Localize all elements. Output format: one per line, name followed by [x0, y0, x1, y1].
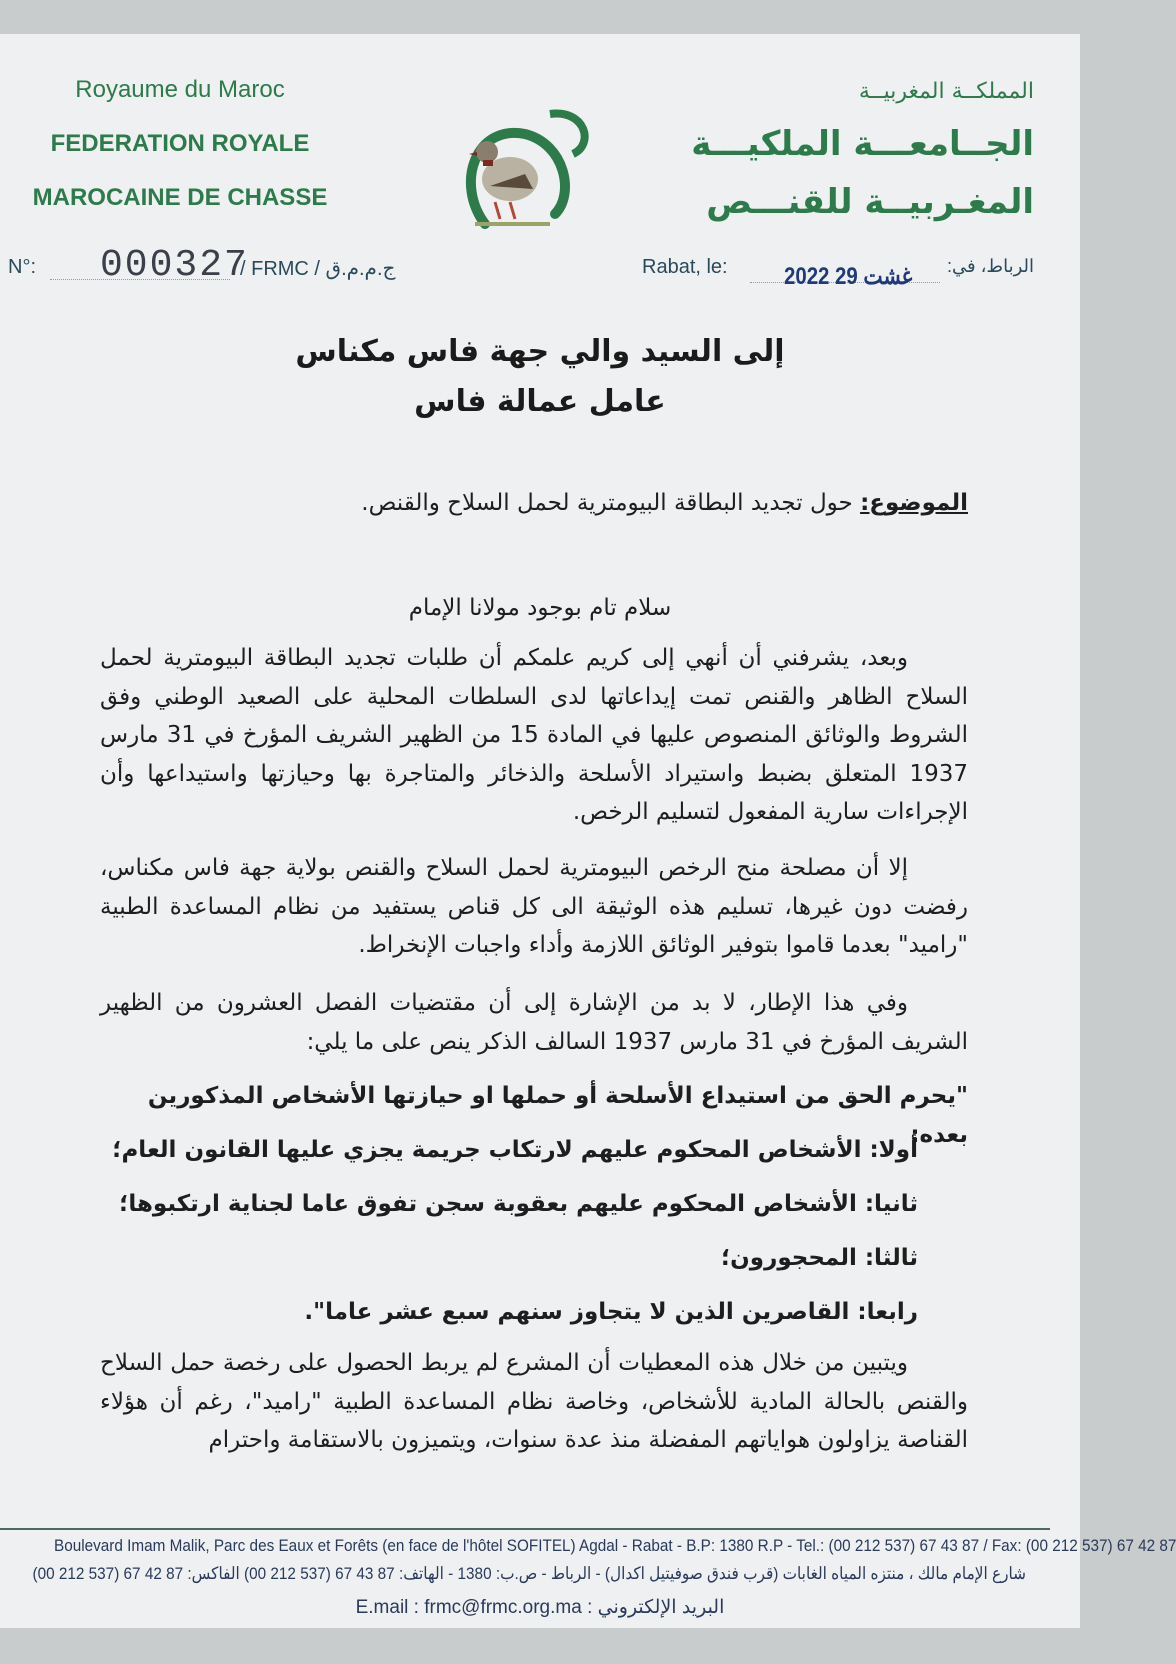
- header-fr-federation: FEDERATION ROYALE: [50, 130, 310, 157]
- footer-divider: [0, 1528, 1050, 1530]
- reference-number: 000327: [100, 244, 249, 287]
- quote-item-2: ثانيا: الأشخاص المحكوم عليهم بعقوبة سجن تفوق عاما لجناية ارتكبوها؛: [119, 1191, 918, 1217]
- footer-address-ar: شارع الإمام مالك ، منتزه المياه الغابات (قرب فندق صوفيتيل اكدال) - الرباط - ص.ب: 1380 - الهاتف: 87 43 67 (537 212 00) الفاكس: 87 42 67 (537 212 00): [32, 1564, 1027, 1583]
- header-ar-federation: الجــامعـــة الملكيـــة: [691, 124, 1034, 164]
- date-label-fr: Rabat, le:: [642, 256, 728, 278]
- header-fr-kingdom: Royaume du Maroc: [75, 76, 285, 103]
- date-value: 2022 غشت 29: [784, 263, 913, 290]
- header-ar-kingdom: المملكــة المغربيــة: [858, 79, 1034, 104]
- quote-item-3: ثالثا: المحجورون؛: [720, 1245, 918, 1271]
- paragraph-1: وبعد، يشرفني أن أنهي إلى كريم علمكم أن طلبات تجديد البطاقة البيومترية لحمل السلاح الظاهر والقنص تمت إيداعاتها لدى السلطات المحلية على الصعيد الوطني وفق الشروط والوثائق المنصوص عليها في المادة 15 من الظهير الشريف المؤرخ في 31 مارس 1937 المتعلق بضبط واستيراد الأسلحة والذخائر والمتاجرة بها وحيازتها واستيداعها وأن الإجراءات سارية المفعول لتسليم الرخص.: [100, 645, 968, 825]
- paragraph-3: وفي هذا الإطار، لا بد من الإشارة إلى أن مقتضيات الفصل العشرون من الظهير الشريف المؤرخ في 31 مارس 1937 السالف الذكر ينص على ما يلي:: [100, 990, 968, 1055]
- reference-label: N°:: [8, 256, 36, 278]
- addressee-line-1: إلى السيد والي جهة فاس مكناس: [295, 334, 785, 369]
- header-fr-federation-2: MAROCAINE DE CHASSE: [32, 184, 328, 211]
- quote-item-4: رابعا: القاصرين الذين لا يتجاوز سنهم سبع عشر عاما".: [304, 1299, 918, 1325]
- date-label-ar: الرباط، في:: [947, 256, 1034, 276]
- addressee-line-2: عامل عمالة فاس: [414, 384, 666, 419]
- header-ar-federation-2: المغـربيــة للقنـــص: [706, 182, 1034, 222]
- reference-code: / FRMC / ج.م.م.ق: [240, 258, 396, 280]
- greeting: سلام تام بوجود مولانا الإمام: [408, 595, 672, 621]
- partridge-horn-logo-icon: [455, 94, 595, 254]
- subject-label: الموضوع:: [860, 490, 968, 516]
- footer-address-fr: Boulevard Imam Malik, Parc des Eaux et Forêts (en face de l'hôtel SOFITEL) Agdal - Rabat - B.P: 1380 R.P - Tel.: (00 212 537) 67 43 87 / Fax: (00 212 537) 67 42 87: [54, 1536, 1176, 1555]
- footer-email: E.mail : frmc@frmc.org.ma : البريد الإلكتروني: [355, 1597, 725, 1618]
- subject-line: [100, 484, 968, 523]
- quote-item-1: أولا: الأشخاص المحكوم عليهم لارتكاب جريمة يجزي عليها القانون العام؛: [112, 1137, 918, 1163]
- letter-page: [0, 34, 1176, 1628]
- subject-text: حول تجديد البطاقة البيومترية لحمل السلاح والقنص.: [361, 490, 861, 516]
- quote-intro: "يحرم الحق من استيداع الأسلحة أو حملها او حيازتها الأشخاص المذكورين بعده:: [147, 1083, 968, 1148]
- paragraph-2: إلا أن مصلحة منح الرخص البيومترية لحمل السلاح والقنص بولاية جهة فاس مكناس، رفضت دون غيرها، تسليم هذه الوثيقة الى كل قناص يستفيد من نظام المساعدة الطبية "راميد" بعدما قاموا بتوفير الوثائق اللازمة وأداء واجبات الإنخراط.: [100, 855, 968, 958]
- paragraph-4: ويتبين من خلال هذه المعطيات أن المشرع لم يربط الحصول على رخصة حمل السلاح والقنص بالحالة المادية للأشخاص، وخاصة نظام المساعدة الطبية "راميد"، رغم أن هؤلاء القناصة يزاولون هواياتهم المفضلة منذ عدة سنوات، ويتميزون بالاستقامة واحترام: [100, 1350, 968, 1453]
